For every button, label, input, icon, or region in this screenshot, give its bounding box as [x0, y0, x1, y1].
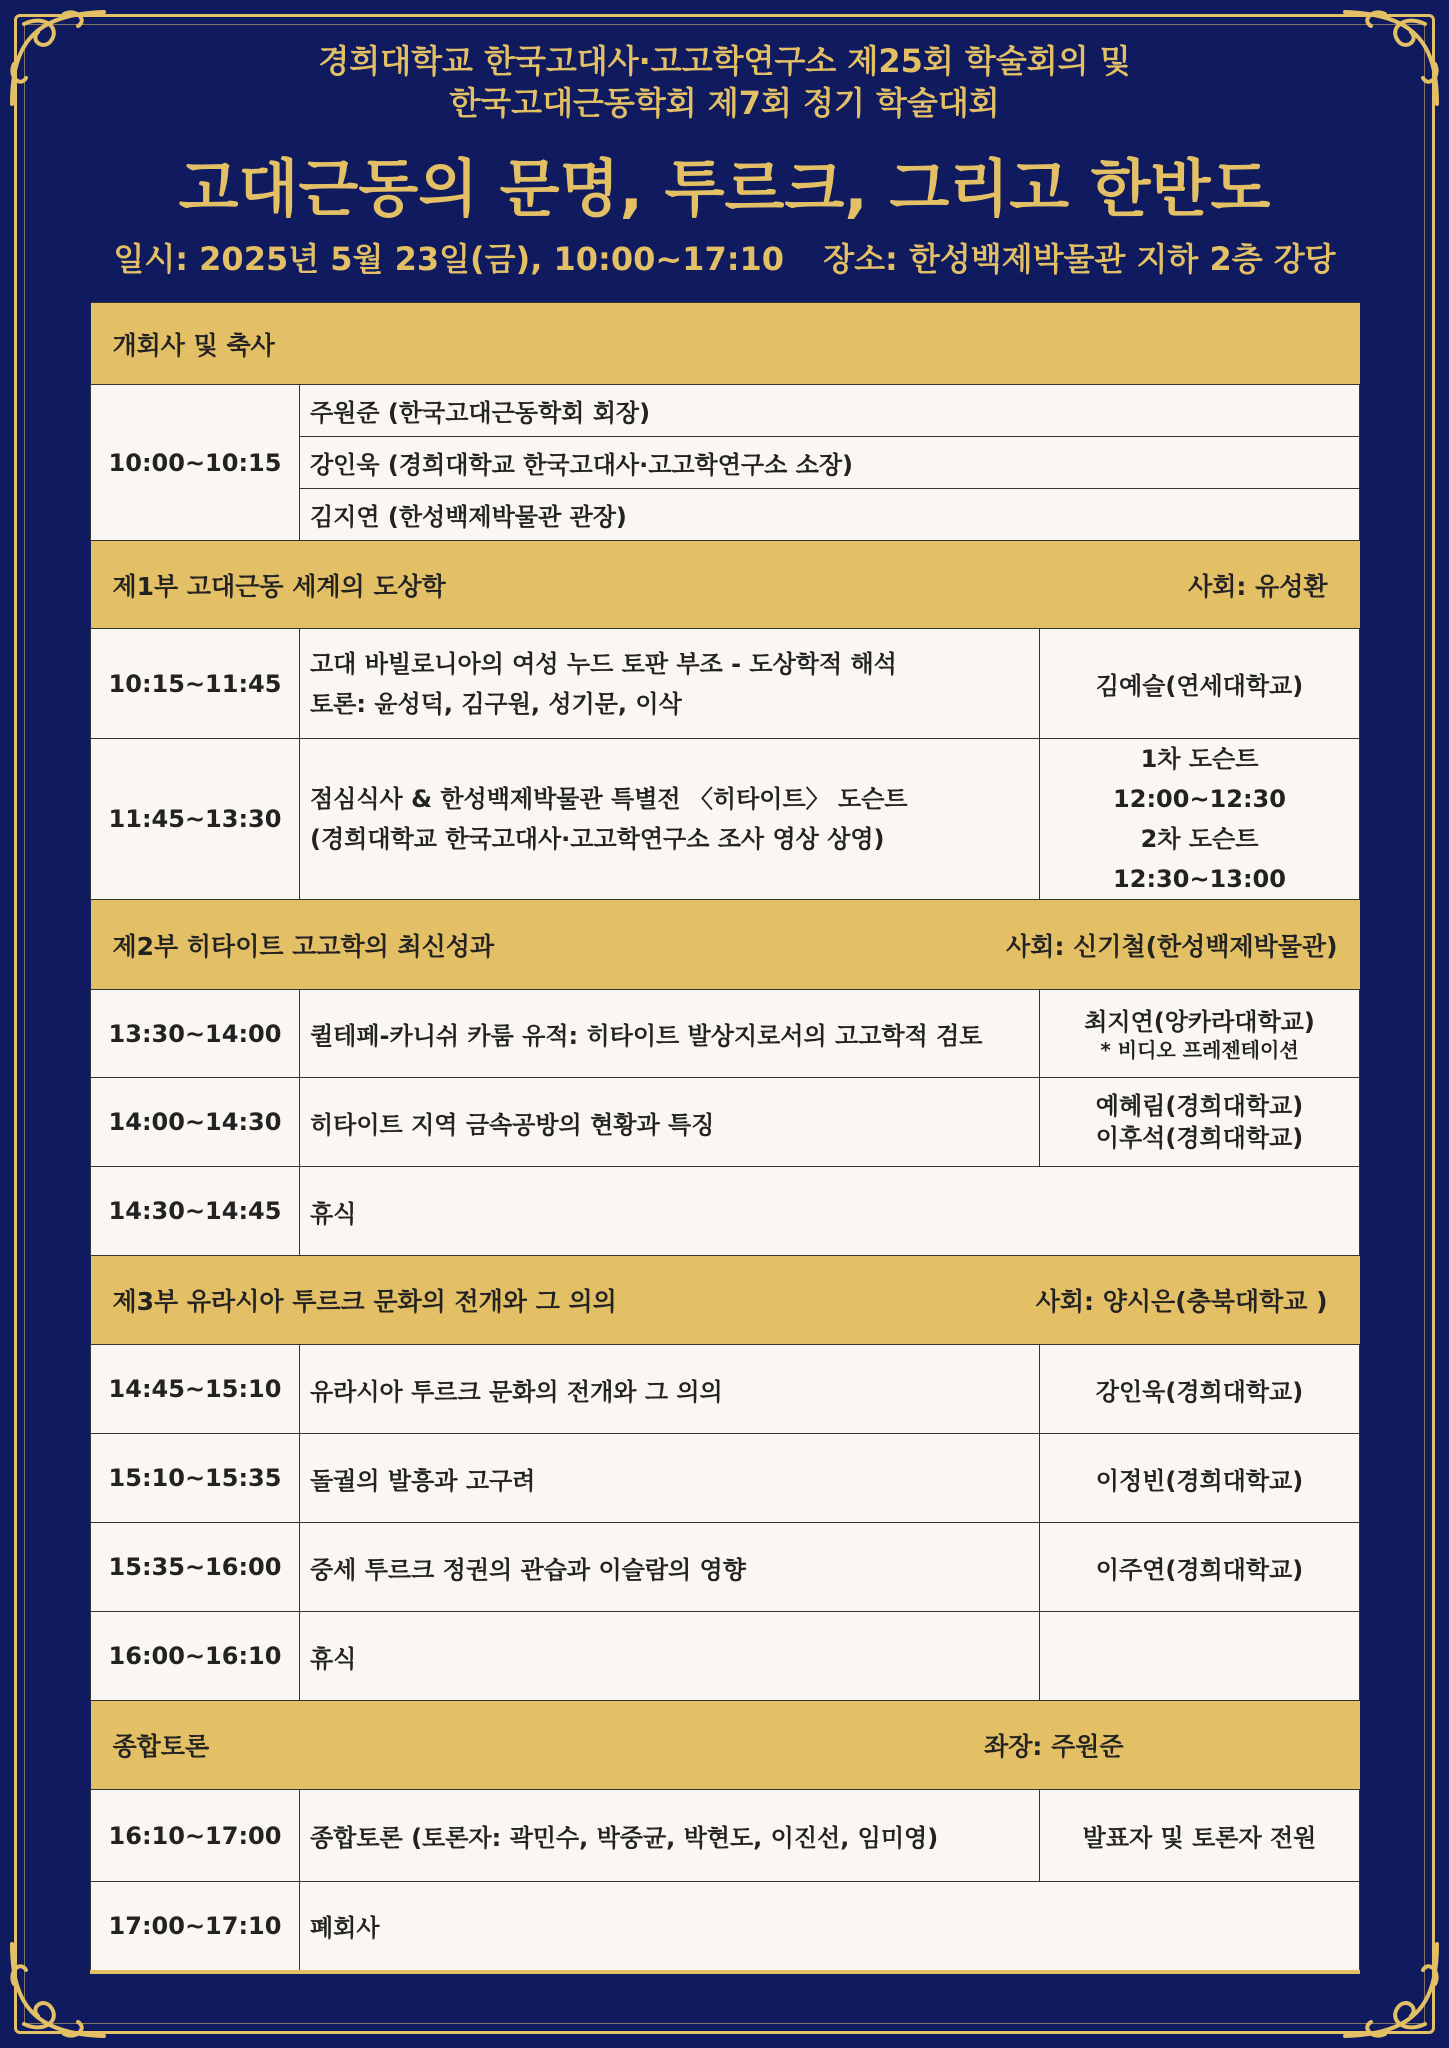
topic-cell: 중세 투르크 정권의 관습과 이슬람의 영향: [300, 1523, 1040, 1612]
organizer-line-2: 한국고대근동학회 제7회 정기 학술대회: [449, 84, 1000, 122]
speaker-name: 이후석(경희대학교): [1095, 1124, 1304, 1152]
topic-cell: 휴식: [300, 1612, 1040, 1701]
table-row: [91, 1078, 1360, 1167]
topic-cell: 종합토론 (토론자: 곽민수, 박중균, 박현도, 이진선, 임미영): [300, 1790, 1040, 1882]
table-row: [91, 1790, 1360, 1882]
speaker-cell: [1040, 1078, 1360, 1167]
table-row: [91, 739, 1360, 900]
table-row: [91, 629, 1360, 739]
table-row: [91, 1882, 1360, 1972]
section-host: 사회: 유성환: [1188, 571, 1328, 601]
time-cell: 13:30~14:00: [91, 990, 300, 1078]
section-host: 좌장: 주원준: [984, 1732, 1124, 1761]
time-cell: 11:45~13:30: [91, 739, 300, 900]
organizer-line-1: 경희대학교 한국고대사·고고학연구소 제25회 학술회의 및: [318, 42, 1131, 80]
section-header-opening: [91, 303, 1360, 385]
section-host: 사회: 신기철(한성백제박물관): [1006, 931, 1338, 961]
topic-cell: 유라시아 투르크 문화의 전개와 그 의의: [300, 1345, 1040, 1434]
time-cell: 14:45~15:10: [91, 1345, 300, 1434]
speaker-cell: 김예슬(연세대학교): [1040, 629, 1360, 739]
table-row: [91, 1523, 1360, 1612]
time-cell: 10:15~11:45: [91, 629, 300, 739]
time-cell: 15:35~16:00: [91, 1523, 300, 1612]
time-cell: 16:10~17:00: [91, 1790, 300, 1882]
topic-cell: [300, 739, 1040, 900]
topic-cell: 히타이트 지역 금속공방의 현황과 특징: [300, 1078, 1040, 1167]
event-date: 일시: 2025년 5월 23일(금), 10:00~17:10: [113, 240, 785, 278]
speaker-cell: 이정빈(경희대학교): [1040, 1434, 1360, 1523]
event-title: 고대근동의 문명, 투르크, 그리고 한반도: [178, 152, 1271, 225]
topic-line: 점심식사 & 한성백제박물관 특별전 〈히타이트〉 도슨트: [310, 785, 908, 813]
table-row: [91, 385, 1360, 437]
section-title: 종합토론: [112, 1732, 210, 1761]
table-row: [91, 1345, 1360, 1434]
speaker-cell: 강인욱(경희대학교): [1040, 1345, 1360, 1434]
topic-cell: 휴식: [300, 1167, 1360, 1256]
time-cell: 16:00~16:10: [91, 1612, 300, 1701]
table-row: [91, 1167, 1360, 1256]
poster-header: [0, 40, 1449, 280]
speaker-cell: 강인욱 (경희대학교 한국고대사·고고학연구소 소장): [300, 437, 1360, 489]
topic-line: (경희대학교 한국고대사·고고학연구소 조사 영상 상영): [310, 825, 885, 853]
section-header-part1: [91, 541, 1360, 629]
docent-schedule-cell: [1040, 739, 1360, 900]
table-row: [91, 990, 1360, 1078]
topic-cell: 퀼테페-카니쉬 카룸 유적: 히타이트 발상지로서의 고고학적 검토: [300, 990, 1040, 1078]
docent-slot: 2차 도슨트 12:30~13:00: [1113, 825, 1286, 893]
presentation-note: * 비디오 프레젠테이션: [1100, 1037, 1299, 1062]
section-title: 제1부 고대근동 세계의 도상학: [112, 571, 446, 601]
time-cell: 15:10~15:35: [91, 1434, 300, 1523]
topic-line: 고대 바빌로니아의 여성 누드 토판 부조 - 도상학적 해석: [310, 649, 897, 678]
time-cell: 17:00~17:10: [91, 1882, 300, 1972]
speaker-cell: [1040, 990, 1360, 1078]
topic-cell: 돌궐의 발흥과 고구려: [300, 1434, 1040, 1523]
topic-cell: 폐회사: [300, 1882, 1360, 1972]
section-title: 제3부 유라시아 투르크 문화의 전개와 그 의의: [112, 1287, 617, 1316]
time-cell: 10:00~10:15: [91, 385, 300, 541]
program-table: [90, 302, 1360, 1974]
speaker-cell: [1040, 1612, 1360, 1701]
section-header-closing: [91, 1701, 1360, 1790]
discussant-line: 토론: 윤성덕, 김구원, 성기문, 이삭: [310, 689, 682, 718]
table-row: [91, 1612, 1360, 1701]
section-header-part2: [91, 900, 1360, 990]
speaker-name: 최지연(앙카라대학교): [1084, 1007, 1315, 1036]
section-header-part3: [91, 1256, 1360, 1345]
speaker-cell: 주원준 (한국고대근동학회 회장): [300, 385, 1360, 437]
section-title: 제2부 히타이트 고고학의 최신성과: [112, 931, 495, 961]
time-cell: 14:30~14:45: [91, 1167, 300, 1256]
speaker-cell: 이주연(경희대학교): [1040, 1523, 1360, 1612]
table-row: [91, 1434, 1360, 1523]
event-place: 장소: 한성백제박물관 지하 2층 강당: [823, 240, 1336, 278]
event-meta: [0, 238, 1449, 280]
docent-slot: 1차 도슨트 12:00~12:30: [1113, 745, 1286, 813]
section-host: 사회: 양시은(충북대학교 ): [1035, 1287, 1328, 1316]
time-cell: 14:00~14:30: [91, 1078, 300, 1167]
section-title: 개회사 및 축사: [112, 330, 275, 360]
topic-cell: [300, 629, 1040, 739]
speaker-cell: 김지연 (한성백제박물관 관장): [300, 489, 1360, 541]
speaker-cell: 발표자 및 토론자 전원: [1040, 1790, 1360, 1882]
speaker-name: 예혜림(경희대학교): [1095, 1092, 1304, 1120]
